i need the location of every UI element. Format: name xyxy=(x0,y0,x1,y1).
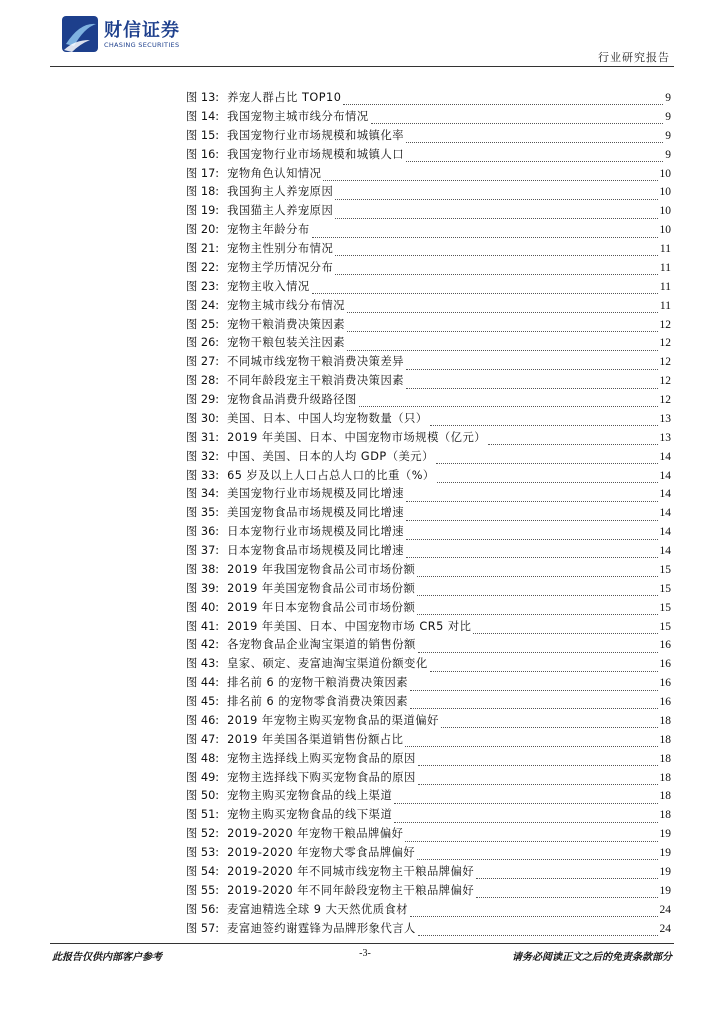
figure-number: 图 40: xyxy=(186,600,220,614)
figure-number: 图 56: xyxy=(186,902,220,916)
page-header xyxy=(0,0,724,70)
dot-leader xyxy=(335,209,657,219)
toc-entry[interactable] xyxy=(186,806,671,825)
figure-title: 2019-2020 年不同年龄段宠物主干粮品牌偏好 xyxy=(227,883,475,897)
footer-divider xyxy=(50,943,674,944)
figure-page-number: 11 xyxy=(659,280,671,293)
toc-entry[interactable] xyxy=(186,580,671,599)
figure-number: 图 36: xyxy=(186,525,220,539)
figure-title: 2019 年宠物主购买宠物食品的渠道偏好 xyxy=(227,713,439,727)
page-number: -3- xyxy=(359,948,371,959)
dot-leader xyxy=(417,605,657,615)
chasing-securities-logo-icon xyxy=(60,14,100,54)
toc-entry[interactable] xyxy=(186,89,671,108)
toc-entry[interactable] xyxy=(186,183,671,202)
dot-leader xyxy=(406,548,657,558)
toc-entry[interactable] xyxy=(186,844,671,863)
figure-title: 2019 年美国、日本、中国宠物市场 CR5 对比 xyxy=(227,619,472,633)
figure-page-number: 19 xyxy=(659,865,671,878)
figure-number: 图 32: xyxy=(186,449,220,463)
dot-leader xyxy=(436,454,658,464)
figure-page-number: 18 xyxy=(659,771,671,784)
toc-entry[interactable] xyxy=(186,467,671,486)
figure-title: 美国宠物食品市场规模及同比增速 xyxy=(227,506,405,520)
company-logo xyxy=(60,14,200,54)
toc-entry[interactable] xyxy=(186,599,671,618)
dot-leader xyxy=(418,643,658,653)
figure-title: 2019-2020 年宠物犬零食品牌偏好 xyxy=(227,846,416,859)
figure-number: 图 50: xyxy=(186,789,220,803)
toc-entry[interactable] xyxy=(186,278,671,297)
figure-number: 图 24: xyxy=(186,298,220,312)
figure-title: 麦富迪签约谢霆锋为品牌形象代言人 xyxy=(227,921,416,935)
figure-title: 美国宠物行业市场规模及同比增速 xyxy=(227,487,405,501)
dot-leader xyxy=(323,171,657,181)
figure-page-number: 19 xyxy=(659,828,671,841)
dot-leader xyxy=(417,586,657,596)
dot-leader xyxy=(394,813,657,823)
figure-page-number: 12 xyxy=(659,318,671,331)
figure-title: 日本宠物食品市场规模及同比增速 xyxy=(227,544,405,557)
figure-title: 不同年龄段宠主干粮消费决策因素 xyxy=(227,374,405,388)
figure-page-number: 14 xyxy=(659,545,671,557)
figure-title: 2019 年我国宠物食品公司市场份额 xyxy=(227,562,416,576)
toc-entry[interactable] xyxy=(186,901,671,920)
figure-number: 图 14: xyxy=(186,109,220,123)
figure-number: 图 45: xyxy=(186,695,220,708)
figure-title: 2019 年美国各渠道销售份额占比 xyxy=(227,732,404,746)
footer-disclaimer: 此报告仅供内部客户参考 xyxy=(52,952,162,963)
figure-title: 65 岁及以上人口占总人口的比重（%） xyxy=(227,468,435,482)
figure-page-number: 15 xyxy=(659,601,671,614)
figure-page-number: 24 xyxy=(659,903,671,916)
figure-title: 宠物干粮包装关注因素 xyxy=(227,336,346,350)
dot-leader xyxy=(347,341,657,351)
figure-number: 图 21: xyxy=(186,242,220,255)
figure-title: 宠物主年龄分布 xyxy=(227,223,310,237)
figure-title: 宠物干粮消费决策因素 xyxy=(227,317,346,331)
figure-number: 图 18: xyxy=(186,185,220,199)
figure-number: 图 34: xyxy=(186,487,220,501)
toc-entry[interactable] xyxy=(186,410,671,429)
toc-entry[interactable] xyxy=(186,297,671,316)
figure-number: 图 43: xyxy=(186,657,220,671)
figure-page-number: 9 xyxy=(665,92,671,104)
figure-title: 我国宠物主城市线分布情况 xyxy=(227,109,369,123)
toc-entry[interactable] xyxy=(186,259,671,278)
figure-title: 皇家、硕定、麦富迪淘宝渠道份额变化 xyxy=(227,657,428,671)
toc-entry[interactable] xyxy=(186,750,671,769)
logo-text-chinese: 财信证券 xyxy=(104,20,180,41)
figure-page-number: 16 xyxy=(659,639,671,652)
figure-title: 宠物主购买宠物食品的线上渠道 xyxy=(227,789,393,803)
figure-page-number: 10 xyxy=(659,224,671,237)
dot-leader xyxy=(335,190,657,200)
toc-entry[interactable] xyxy=(186,542,671,561)
toc-entry[interactable] xyxy=(186,787,671,806)
dot-leader xyxy=(417,850,657,860)
figure-number: 图 26: xyxy=(186,336,220,350)
figure-page-number: 13 xyxy=(659,412,671,425)
figure-page-number: 12 xyxy=(659,337,671,350)
figure-number: 图 31: xyxy=(186,430,220,444)
dot-leader xyxy=(406,133,663,143)
figure-title: 宠物主选择线下购买宠物食品的原因 xyxy=(227,770,416,784)
figure-page-number: 16 xyxy=(659,658,671,671)
toc-entry[interactable] xyxy=(186,731,671,750)
figure-page-number: 11 xyxy=(659,299,671,312)
figure-page-number: 18 xyxy=(659,752,671,765)
dot-leader xyxy=(476,869,657,879)
figure-page-number: 14 xyxy=(659,507,671,520)
figure-title: 我国狗主人养宠原因 xyxy=(227,185,334,199)
figure-title: 宠物角色认知情况 xyxy=(227,166,322,180)
figure-number: 图 22: xyxy=(186,260,220,274)
figure-title: 宠物主性别分布情况 xyxy=(227,242,334,255)
figure-title: 排名前 6 的宠物干粮消费决策因素 xyxy=(227,676,409,690)
figure-page-number: 10 xyxy=(659,205,671,218)
figure-page-number: 14 xyxy=(659,488,671,501)
toc-entry[interactable] xyxy=(186,674,671,693)
figure-number: 图 27: xyxy=(186,355,220,369)
figure-page-number: 18 xyxy=(659,714,671,727)
figure-title: 2019-2020 年宠物干粮品牌偏好 xyxy=(227,827,404,841)
figure-number: 图 52: xyxy=(186,827,220,841)
figure-number: 图 17: xyxy=(186,166,220,180)
figure-page-number: 10 xyxy=(659,167,671,180)
toc-entry[interactable] xyxy=(186,863,671,882)
header-divider xyxy=(50,66,674,67)
dot-leader xyxy=(335,246,658,256)
figure-title: 我国宠物行业市场规模和城镇化率 xyxy=(227,128,405,142)
figure-title: 中国、美国、日本的人均 GDP（美元） xyxy=(227,449,434,463)
figure-page-number: 18 xyxy=(659,809,671,822)
toc-entry[interactable] xyxy=(186,316,671,335)
dot-leader xyxy=(359,397,658,407)
figure-number: 图 49: xyxy=(186,770,220,784)
toc-entry[interactable] xyxy=(186,353,671,372)
toc-entry[interactable] xyxy=(186,429,671,448)
figure-number: 图 38: xyxy=(186,562,220,576)
footer-notice: 请务必阅读正文之后的免责条款部分 xyxy=(512,952,672,963)
figure-number: 图 54: xyxy=(186,864,220,878)
figure-title: 日本宠物行业市场规模及同比增速 xyxy=(227,525,405,539)
figure-number: 图 16: xyxy=(186,147,220,161)
figure-number: 图 41: xyxy=(186,619,220,633)
figure-number: 图 33: xyxy=(186,468,220,482)
dot-leader xyxy=(406,511,657,521)
figure-page-number: 16 xyxy=(659,677,671,690)
figure-number: 图 20: xyxy=(186,223,220,237)
dot-leader xyxy=(312,284,658,294)
figure-number: 图 46: xyxy=(186,713,220,727)
figure-page-number: 11 xyxy=(659,243,671,255)
dot-leader xyxy=(418,775,658,785)
figure-title: 麦富迪精选全球 9 大天然优质食材 xyxy=(227,902,409,916)
dot-leader xyxy=(406,530,657,540)
figure-number: 图 42: xyxy=(186,638,220,652)
figure-title: 宠物主学历情况分布 xyxy=(227,260,334,274)
figure-page-number: 12 xyxy=(659,356,671,369)
figure-page-number: 19 xyxy=(659,847,671,859)
figure-title: 我国猫主人养宠原因 xyxy=(227,204,334,218)
figure-page-number: 18 xyxy=(659,733,671,746)
figure-number: 图 30: xyxy=(186,411,220,425)
figure-title: 养宠人群占比 TOP10 xyxy=(227,91,342,104)
figure-page-number: 11 xyxy=(659,261,671,274)
figure-page-number: 15 xyxy=(659,620,671,633)
dot-leader xyxy=(488,435,657,445)
toc-entry[interactable] xyxy=(186,825,671,844)
toc-entry[interactable] xyxy=(186,769,671,788)
figure-page-number: 9 xyxy=(665,110,671,123)
dot-leader xyxy=(437,473,658,483)
dot-leader xyxy=(441,718,658,728)
figure-number: 图 53: xyxy=(186,846,220,859)
figure-title: 宠物主城市线分布情况 xyxy=(227,298,346,312)
dot-leader xyxy=(406,379,657,389)
figure-number: 图 55: xyxy=(186,883,220,897)
figure-title: 2019 年美国、日本、中国宠物市场规模（亿元） xyxy=(227,430,487,444)
dot-leader xyxy=(476,888,657,898)
dot-leader xyxy=(394,794,657,804)
toc-entry[interactable] xyxy=(186,240,671,259)
figure-number: 图 15: xyxy=(186,128,220,142)
figure-page-number: 15 xyxy=(659,563,671,576)
toc-entry[interactable] xyxy=(186,221,671,240)
toc-entry[interactable] xyxy=(186,920,671,939)
report-type-label: 行业研究报告 xyxy=(598,51,670,64)
figure-title: 2019-2020 年不同城市线宠物主干粮品牌偏好 xyxy=(227,864,475,878)
figure-title: 排名前 6 的宠物零食消费决策因素 xyxy=(227,695,409,708)
figure-title: 宠物食品消费升级路径图 xyxy=(227,393,357,406)
figure-number: 图 37: xyxy=(186,544,220,557)
figure-title: 宠物主收入情况 xyxy=(227,279,310,293)
figure-number: 图 29: xyxy=(186,393,220,406)
toc-entry[interactable] xyxy=(186,693,671,712)
figure-list xyxy=(186,89,671,938)
dot-leader xyxy=(410,681,657,691)
toc-entry[interactable] xyxy=(186,165,671,184)
dot-leader xyxy=(417,567,657,577)
dot-leader xyxy=(405,832,657,842)
toc-entry[interactable] xyxy=(186,485,671,504)
toc-entry[interactable] xyxy=(186,504,671,523)
dot-leader xyxy=(473,624,657,634)
figure-number: 图 28: xyxy=(186,374,220,388)
figure-number: 图 25: xyxy=(186,317,220,331)
figure-number: 图 19: xyxy=(186,204,220,218)
dot-leader xyxy=(405,737,657,747)
toc-entry[interactable] xyxy=(186,127,671,146)
dot-leader xyxy=(312,228,658,238)
dot-leader xyxy=(406,360,657,370)
figure-page-number: 24 xyxy=(659,922,671,935)
figure-page-number: 16 xyxy=(659,696,671,708)
toc-entry[interactable] xyxy=(186,202,671,221)
figure-title: 美国、日本、中国人均宠物数量（只） xyxy=(227,411,428,425)
toc-entry[interactable] xyxy=(186,712,671,731)
logo-text-english: CHASING SECURITIES xyxy=(104,41,180,49)
figure-page-number: 10 xyxy=(659,186,671,199)
dot-leader xyxy=(418,926,658,936)
toc-entry[interactable] xyxy=(186,448,671,467)
figure-page-number: 14 xyxy=(659,526,671,539)
figure-page-number: 14 xyxy=(659,450,671,463)
figure-page-number: 14 xyxy=(659,469,671,482)
toc-entry[interactable] xyxy=(186,146,671,165)
toc-entry[interactable] xyxy=(186,334,671,353)
dot-leader xyxy=(343,95,663,105)
dot-leader xyxy=(410,699,657,709)
figure-number: 图 44: xyxy=(186,676,220,690)
toc-entry[interactable] xyxy=(186,882,671,901)
dot-leader xyxy=(418,756,658,766)
dot-leader xyxy=(410,907,657,917)
toc-entry[interactable] xyxy=(186,561,671,580)
figure-page-number: 13 xyxy=(659,431,671,444)
toc-entry[interactable] xyxy=(186,618,671,637)
dot-leader xyxy=(347,303,658,313)
dot-leader xyxy=(406,492,657,502)
figure-number: 图 23: xyxy=(186,279,220,293)
figure-title: 宠物主选择线上购买宠物食品的原因 xyxy=(227,751,416,765)
figure-title: 我国宠物行业市场规模和城镇人口 xyxy=(227,147,405,161)
toc-entry[interactable] xyxy=(186,636,671,655)
figure-number: 图 47: xyxy=(186,732,220,746)
figure-page-number: 9 xyxy=(665,129,671,142)
figure-title: 2019 年日本宠物食品公司市场份额 xyxy=(227,600,416,614)
dot-leader xyxy=(347,322,657,332)
toc-entry[interactable] xyxy=(186,523,671,542)
dot-leader xyxy=(430,416,658,426)
toc-entry[interactable] xyxy=(186,372,671,391)
dot-leader xyxy=(335,265,658,275)
figure-page-number: 19 xyxy=(659,884,671,897)
figure-number: 图 51: xyxy=(186,808,220,822)
toc-entry[interactable] xyxy=(186,108,671,127)
toc-entry[interactable] xyxy=(186,391,671,410)
figure-number: 图 13: xyxy=(186,91,220,104)
figure-page-number: 12 xyxy=(659,394,671,406)
figure-page-number: 12 xyxy=(659,375,671,388)
dot-leader xyxy=(406,152,663,162)
figure-page-number: 9 xyxy=(665,148,671,161)
figure-title: 不同城市线宠物干粮消费决策差异 xyxy=(227,355,405,369)
toc-entry[interactable] xyxy=(186,655,671,674)
figure-number: 图 57: xyxy=(186,921,220,935)
figure-title: 宠物主购买宠物食品的线下渠道 xyxy=(227,808,393,822)
figure-number: 图 48: xyxy=(186,751,220,765)
figure-page-number: 15 xyxy=(659,582,671,595)
dot-leader xyxy=(430,662,658,672)
figure-page-number: 18 xyxy=(659,790,671,803)
figure-title: 各宠物食品企业淘宝渠道的销售份额 xyxy=(227,638,416,652)
figure-number: 图 35: xyxy=(186,506,220,520)
dot-leader xyxy=(371,114,664,124)
figure-number: 图 39: xyxy=(186,581,220,595)
figure-title: 2019 年美国宠物食品公司市场份额 xyxy=(227,581,416,595)
